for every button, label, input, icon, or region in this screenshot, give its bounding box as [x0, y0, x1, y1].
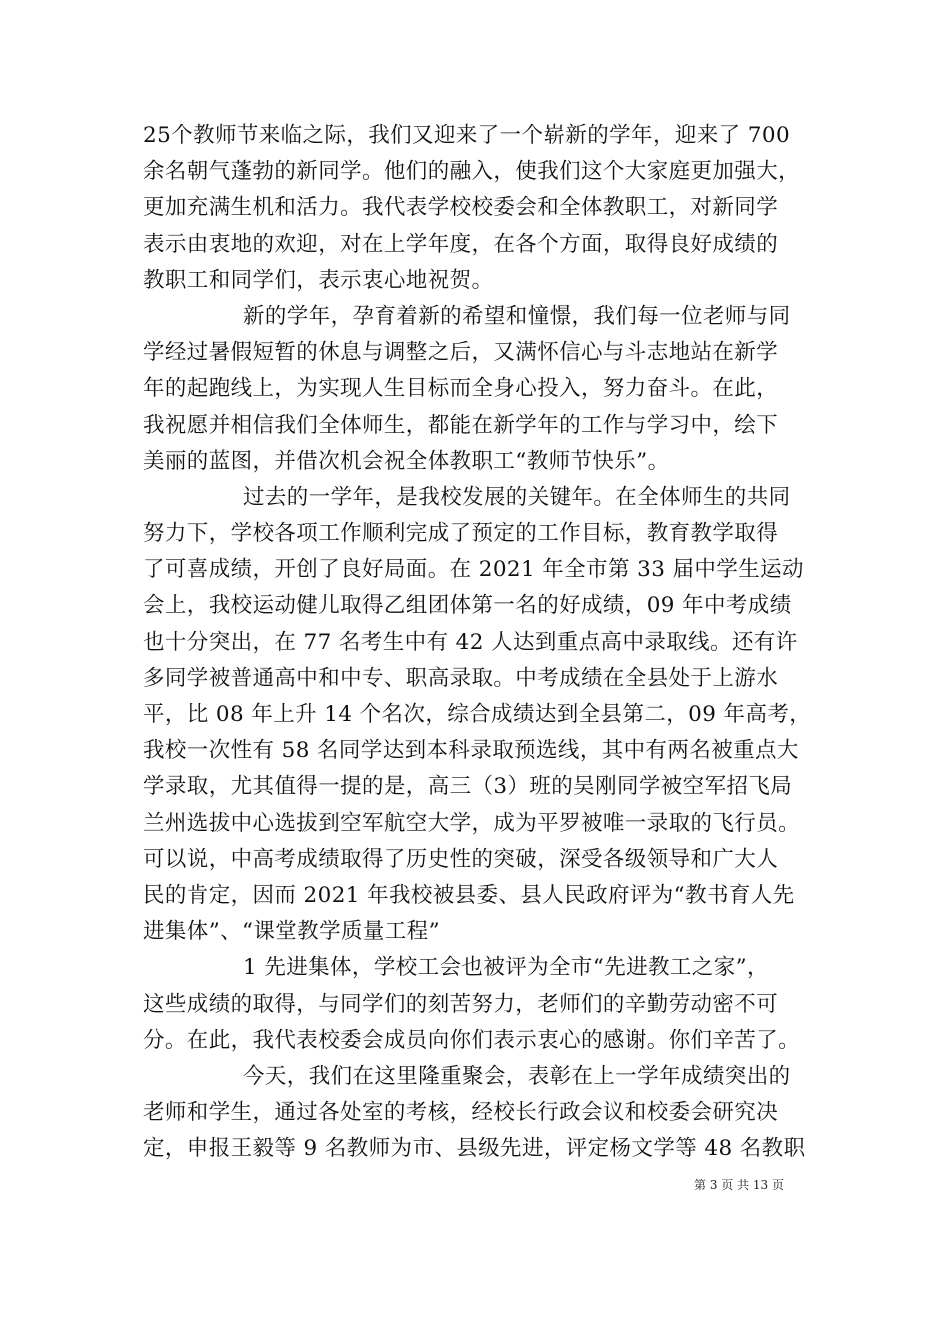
- text-line: 我校一次性有 58 名同学达到本科录取预选线，其中有两名被重点大: [143, 738, 799, 764]
- text-line: 学录取，尤其值得一提的是，高三（3）班的吴刚同学被空军招飞局: [143, 774, 793, 800]
- text-line: 定，申报王毅等 9 名教师为市、县级先进，评定杨文学等 48 名教职: [143, 1136, 806, 1162]
- text-line: 民的肯定，因而 2021 年我校被县委、县人民政府评为“教书育人先: [143, 882, 795, 908]
- text-line: 更加充满生机和活力。我代表学校校委会和全体教职工，对新同学: [143, 195, 779, 221]
- text-line: 我祝愿并相信我们全体师生，都能在新学年的工作与学习中，绘下: [143, 412, 779, 438]
- document-body: [143, 118, 813, 1167]
- text-line: 余名朝气蓬勃的新同学。他们的融入，使我们这个大家庭更加强大，: [143, 159, 801, 185]
- text-line: 可以说，中高考成绩取得了历史性的突破，深受各级领导和广大人: [143, 846, 779, 872]
- text-line: 美丽的蓝图，并借次机会祝全体教职工“教师节快乐”。: [143, 448, 670, 474]
- paragraph-4: [143, 950, 813, 1059]
- paragraph-3: [143, 480, 813, 950]
- text-line: 过去的一学年，是我校发展的关键年。在全体师生的共同: [243, 484, 791, 510]
- paragraph-1: [143, 118, 813, 299]
- text-line: 也十分突出，在 77 名考生中有 42 人达到重点高中录取线。还有许: [143, 629, 798, 655]
- text-line: 了可喜成绩，开创了良好局面。在 2021 年全市第 33 届中学生运动: [143, 557, 804, 583]
- text-line: 这些成绩的取得，与同学们的刻苦努力，老师们的辛勤劳动密不可: [143, 991, 779, 1017]
- paragraph-2: [143, 299, 813, 480]
- text-line: 老师和学生，通过各处室的考核，经校长行政会议和校委会研究决: [143, 1100, 779, 1126]
- text-line: 会上，我校运动健儿取得乙组团体第一名的好成绩，09 年中考成绩: [143, 593, 792, 619]
- text-line: 1 先进集体，学校工会也被评为全市“先进教工之家”，: [243, 955, 769, 981]
- text-line: 今天，我们在这里隆重聚会，表彰在上一学年成绩突出的: [243, 1063, 791, 1089]
- text-line: 平，比 08 年上升 14 个名次，综合成绩达到全县第二，09 年高考，: [143, 702, 812, 727]
- text-line: 教职工和同学们，表示衷心地祝贺。: [143, 267, 494, 293]
- text-line: 年的起跑线上，为实现人生目标而全身心投入，努力奋斗。在此，: [143, 376, 779, 402]
- text-line: 多同学被普通高中和中专、职高录取。中考成绩在全县处于上游水: [143, 665, 779, 691]
- text-line: 新的学年，孕育着新的希望和憧憬，我们每一位老师与同: [243, 303, 791, 329]
- text-line: 努力下，学校各项工作顺利完成了预定的工作目标，教育教学取得: [143, 521, 779, 547]
- text-line: 分。在此，我代表校委会成员向你们表示衷心的感谢。你们辛苦了。: [143, 1027, 801, 1053]
- text-line: 表示由衷地的欢迎，对在上学年度，在各个方面，取得良好成绩的: [143, 231, 779, 257]
- page-number-footer: 第 3 页 共 13 页: [694, 1178, 784, 1192]
- paragraph-5: [143, 1059, 813, 1168]
- text-line: 25个教师节来临之际，我们又迎来了一个崭新的学年，迎来了 700: [143, 123, 791, 148]
- text-line: 进集体”、“课堂教学质量工程”: [143, 919, 440, 945]
- text-line: 学经过暑假短暂的休息与调整之后，又满怀信心与斗志地站在新学: [143, 340, 779, 366]
- text-line: 兰州选拔中心选拔到空军航空大学，成为平罗被唯一录取的飞行员。: [143, 810, 801, 836]
